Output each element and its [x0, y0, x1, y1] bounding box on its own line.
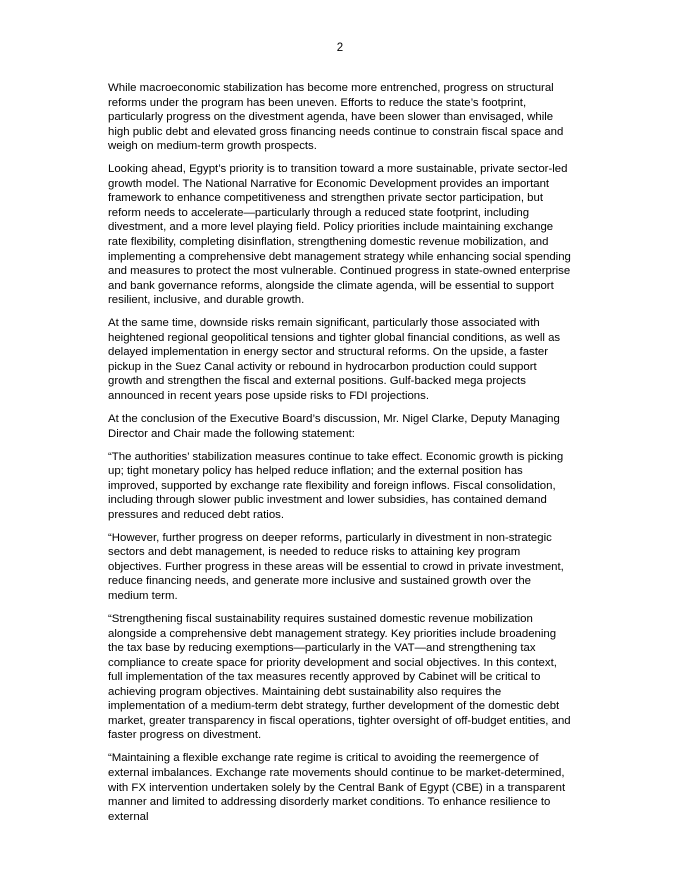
paragraph-downside-risks: At the same time, downside risks remain significant, particularly those associated with heightened regional geopolitical tensions and tighter global financial conditions, as well as delayed implementation in energy sector and structural reforms. On the upside, a faster pickup in the Suez Canal activity or rebound in hydrocarbon production could support growth and strengthen the fiscal and external positions. Gulf-backed mega projects announced in recent years pose upside risks to FDI projections.: [108, 317, 561, 402]
paragraph-exchange-rate: “Maintaining a flexible exchange rate regime is critical to avoiding the reemergence of external imbalances. Exchange rate movements should continue to be market-determined, with FX intervention undertaken solely by the Central Bank of Egypt (CBE) in a transparent manner and limited to addressing disorderly market conditions. To enhance resilience to external: [108, 752, 566, 823]
paragraph-looking-ahead: Looking ahead, Egypt’s priority is to transition toward a more sustainable, private sector-led growth model. The National Narrative for Economic Development provides an important framework to enhance competitiveness and strengthen private sector participation, but reform needs to accelerate—particularly through a reduced state footprint, including divestment, and a more level playing field. Policy priorities include maintaining exchange rate flexibility, completing disinflation, strengthening domestic revenue mobilization, and implementing a comprehensive debt management strategy while enhancing social spending and measures to protect the most vulnerable. Continued progress in state-owned enterprise and bank governance reforms, alongside the climate agenda, will be essential to support resilient, inclusive, and durable growth.: [108, 163, 571, 307]
paragraph-deeper-reforms: “However, further progress on deeper reforms, particularly in divestment in non-strategic sectors and debt management, is needed to reduce risks to attaining key program objectives. Further progress in these areas will be essential to crowd in private investment, reduce financing needs, and generate more inclusive and sustained growth over the medium term.: [108, 531, 564, 602]
paragraph-board-conclusion: At the conclusion of the Executive Board’s discussion, Mr. Nigel Clarke, Deputy Managing Director and Chair made the following statement:: [108, 412, 560, 440]
paragraph-stabilization-measures: “The authorities’ stabilization measures continue to take effect. Economic growth is picking up; tight monetary policy has helped reduce inflation; and the external position has improved, supported by exchange rate flexibility and foreign inflows. Fiscal consolidation, including through slower public investment and lower subsidies, has contained demand pressures and reduced debt ratios.: [108, 450, 564, 521]
page-number: 2: [336, 42, 344, 54]
paragraph-fiscal-sustainability: “Strengthening fiscal sustainability requires sustained domestic revenue mobilization alongside a comprehensive debt management strategy. Key priorities include broadening the tax base by reducing exemptions—particularly in the VAT—and strengthening tax compliance to create space for priority development and social objectives. In this context, full implementation of the tax measures recently approved by Cabinet will be critical to achieving program objectives. Maintaining debt sustainability also requires the implementation of a medium-term debt strategy, further development of the domestic debt market, greater transparency in fiscal operations, tighter oversight of off-budget entities, and faster progress on divestment.: [108, 613, 571, 742]
document-body: [108, 81, 574, 833]
paragraph-structural-reforms: While macroeconomic stabilization has become more entrenched, progress on structural reforms under the program has been uneven. Efforts to reduce the state’s footprint, particularly progress on the divestment agenda, have been slower than envisaged, while high public debt and elevated gross financing needs continue to constrain fiscal space and weigh on medium-term growth prospects.: [108, 82, 564, 153]
